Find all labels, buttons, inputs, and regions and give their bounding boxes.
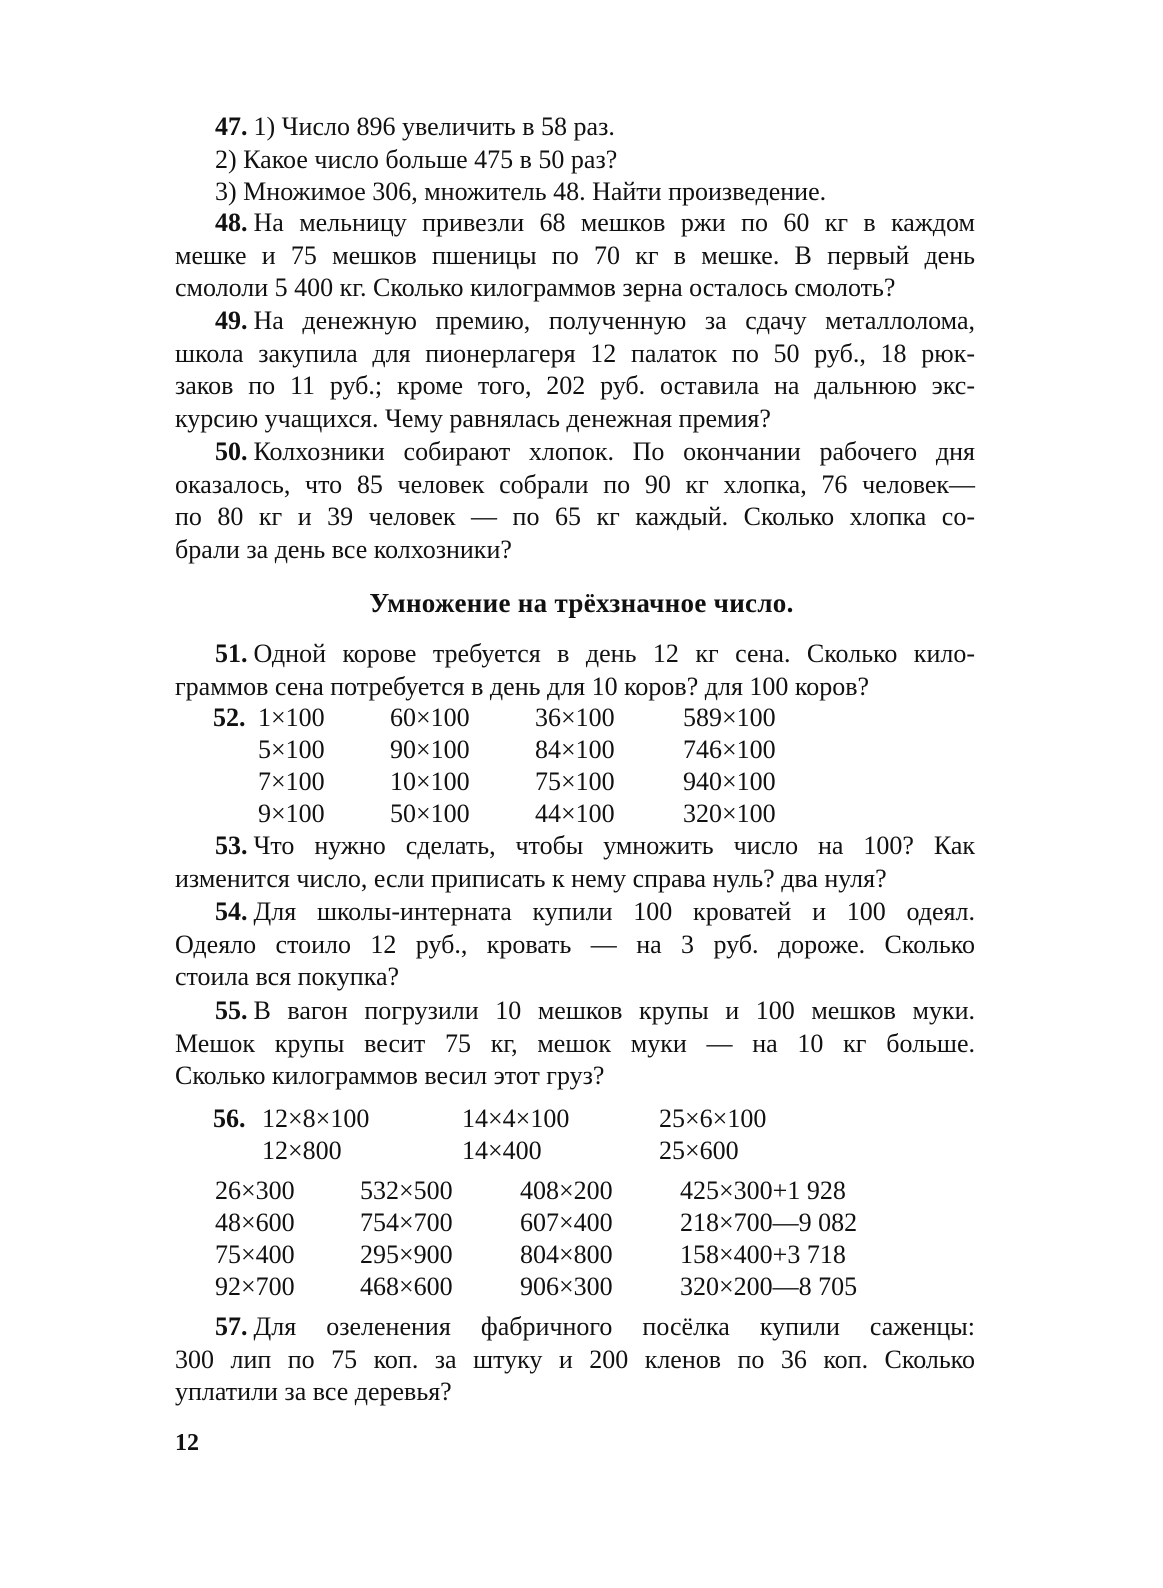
- exercise: 295×900: [360, 1240, 453, 1269]
- exercise: 10×100: [390, 767, 470, 796]
- problem-text: 300 лип по 75 коп. за штуку и 200 кленов по 36 коп. Сколько: [175, 1344, 975, 1374]
- exercise: 589×100: [683, 703, 776, 732]
- problem-text: Для школы-интерната купили 100 кроватей и 100 одеял.: [253, 897, 975, 926]
- exercise: 84×100: [535, 735, 615, 764]
- problem-49: [175, 305, 975, 435]
- problem-text: Сколько килограммов весил этот груз?: [175, 1061, 605, 1090]
- problem-number: 55.: [215, 996, 248, 1025]
- problem-54: [175, 896, 975, 994]
- exercise: 44×100: [535, 799, 615, 828]
- problem-text: школа закупила для пионерлагеря 12 палаток по 50 руб., 18 рюк-: [175, 338, 975, 368]
- exercise: 1×100: [258, 703, 325, 732]
- exercise: 60×100: [390, 703, 470, 732]
- exercise: 746×100: [683, 735, 776, 764]
- problem-text: брали за день все колхозники?: [175, 534, 512, 564]
- problem-number: 51.: [215, 639, 248, 668]
- problem-number: 52.: [213, 703, 246, 732]
- exercise: 12×800: [262, 1136, 342, 1165]
- exercise: 607×400: [520, 1208, 613, 1237]
- exercise: 92×700: [215, 1272, 295, 1301]
- problem-53: [175, 830, 975, 895]
- problem-number: 53.: [215, 831, 248, 860]
- problem-text: оказалось, что 85 человек собрали по 90 кг хлопка, 76 человек—: [175, 469, 975, 499]
- problem-number: 49.: [215, 306, 248, 335]
- problem-text: На мельницу привезли 68 мешков ржи по 60 кг в каждом: [253, 208, 975, 237]
- problem-57: [175, 1311, 975, 1409]
- exercise: 804×800: [520, 1240, 613, 1269]
- problem-text: В вагон погрузили 10 мешков крупы и 100 мешков муки.: [253, 996, 975, 1025]
- problem-text: Для озеленения фабричного посёлка купили саженцы:: [253, 1312, 975, 1341]
- problem-text: 1) Число 896 увеличить в 58 раз.: [253, 112, 615, 141]
- exercise: 906×300: [520, 1272, 613, 1301]
- problem-text: стоила вся покупка?: [175, 962, 400, 991]
- exercise: 7×100: [258, 767, 325, 796]
- problem-text: уплатили за все деревья?: [175, 1377, 452, 1406]
- problem-text: Колхозники собирают хлопок. По окончании рабочего дня: [253, 437, 975, 466]
- problem-number: 57.: [215, 1312, 248, 1341]
- exercise: 25×600: [659, 1136, 739, 1165]
- problem-51: [175, 638, 975, 703]
- problem-number: 47.: [215, 112, 248, 141]
- problem-number: 56.: [213, 1104, 246, 1133]
- exercise: 9×100: [258, 799, 325, 828]
- problem-text: курсию учащихся. Чему равнялась денежная премия?: [175, 403, 771, 433]
- exercise: 218×700—9 082: [680, 1208, 858, 1237]
- problem-text: заков по 11 руб.; кроме того, 202 руб. оставила на дальнюю экс-: [175, 371, 975, 400]
- exercise: 90×100: [390, 735, 470, 764]
- problem-number: 48.: [215, 208, 248, 237]
- problem-text: Одеяло стоило 12 руб., кровать — на 3 руб. дороже. Сколько: [175, 929, 975, 959]
- exercise: 75×100: [535, 767, 615, 796]
- page-number: 12: [175, 1430, 199, 1456]
- problem-47: [175, 111, 975, 209]
- problem-number: 50.: [215, 437, 248, 466]
- exercise: 14×4×100: [462, 1104, 570, 1133]
- exercise: 408×200: [520, 1176, 613, 1205]
- exercise: 320×200—8 705: [680, 1272, 858, 1301]
- problem-text: На денежную премию, полученную за сдачу металлолома,: [253, 306, 975, 335]
- problem-text: Мешок крупы весит 75 кг, мешок муки — на 10 кг больше.: [175, 1028, 975, 1058]
- exercise: 36×100: [535, 703, 615, 732]
- exercise: 754×700: [360, 1208, 453, 1237]
- exercise: 940×100: [683, 767, 776, 796]
- exercise: 158×400+3 718: [680, 1240, 846, 1269]
- problem-text: 2) Какое число больше 475 в 50 раз?: [215, 144, 618, 174]
- problem-text: по 80 кг и 39 человек — по 65 кг каждый. Сколько хлопка со-: [175, 502, 975, 531]
- problem-55: [175, 995, 975, 1093]
- problem-48: [175, 207, 975, 305]
- problem-text: мешке и 75 мешков пшеницы по 70 кг в мешке. В первый день: [175, 240, 975, 270]
- exercise: 320×100: [683, 799, 776, 828]
- exercise: 425×300+1 928: [680, 1176, 846, 1205]
- exercise: 75×400: [215, 1240, 295, 1269]
- problem-text: смололи 5 400 кг. Сколько килограммов зерна осталось смолоть?: [175, 273, 896, 302]
- exercise: 14×400: [462, 1136, 542, 1165]
- problem-number: 54.: [215, 897, 248, 926]
- problem-text: Одной корове требуется в день 12 кг сена. Сколько кило-: [253, 639, 975, 668]
- problem-text: изменится число, если приписать к нему справа нуль? два нуля?: [175, 863, 887, 893]
- problem-text: граммов сена потребуется в день для 10 коров? для 100 коров?: [175, 671, 870, 701]
- problem-text: 3) Множимое 306, множитель 48. Найти произведение.: [215, 177, 827, 206]
- section-title: Умножение на трёхзначное число.: [369, 588, 794, 618]
- exercise: 26×300: [215, 1176, 295, 1205]
- exercise: 12×8×100: [262, 1104, 370, 1133]
- exercise: 50×100: [390, 799, 470, 828]
- problem-50: [175, 436, 975, 566]
- problem-text: Что нужно сделать, чтобы умножить число на 100? Как: [253, 831, 975, 860]
- exercise: 25×6×100: [659, 1104, 767, 1133]
- exercise: 532×500: [360, 1176, 453, 1205]
- exercise: 468×600: [360, 1272, 453, 1301]
- exercise: 5×100: [258, 735, 325, 764]
- exercise: 48×600: [215, 1208, 295, 1237]
